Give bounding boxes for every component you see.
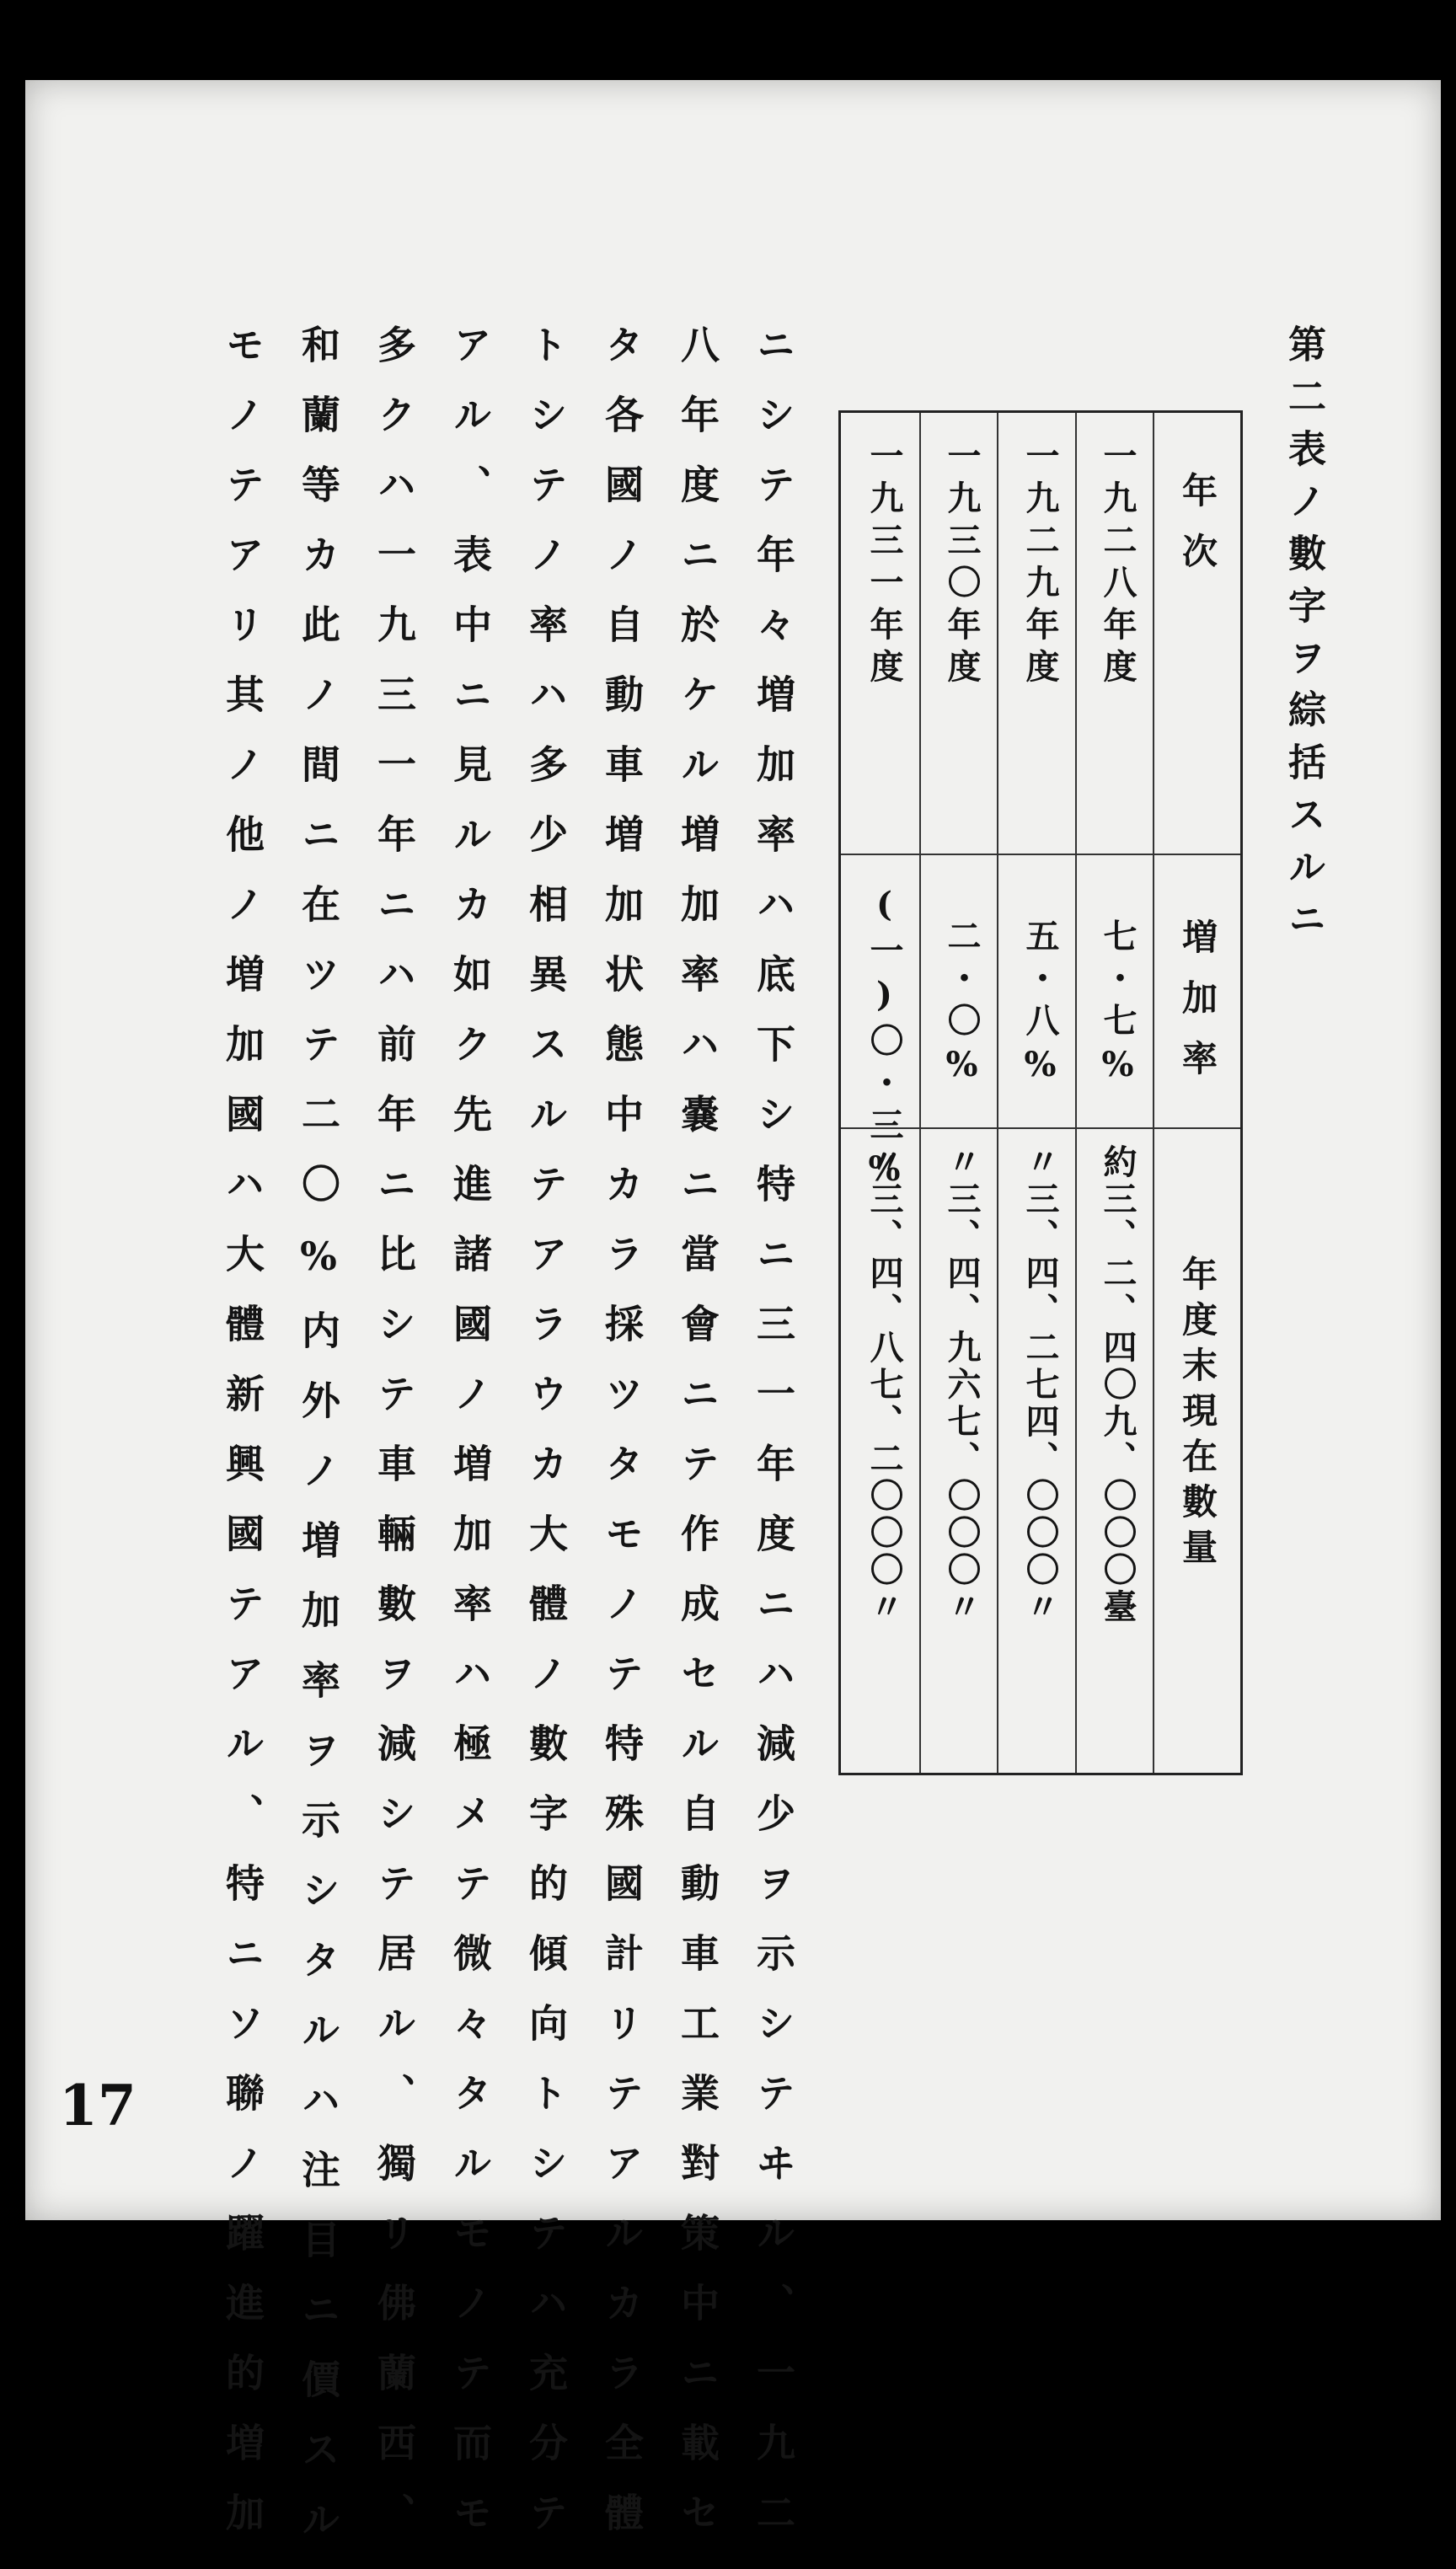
body-line-6: 多クハ一九三一年ニハ前年ニ比シテ車輛數ヲ減シテ居ル、獨リ佛蘭西、 xyxy=(372,324,417,2562)
row-1-rate: 七・七% xyxy=(1098,918,1138,1093)
body-line-2: 八年度ニ於ケル増加率ハ嚢ニ當會ニテ作成セル自動車工業對策中ニ載セ xyxy=(675,324,720,2562)
page-number: 17 xyxy=(59,2073,136,2138)
header-year: 年次 xyxy=(1177,472,1218,593)
document-page xyxy=(25,80,1441,2569)
row-1-year: 一九二八年度 xyxy=(1098,438,1138,691)
row-3-year: 一九三〇年度 xyxy=(942,438,982,691)
row-4-rate: (一)〇・三% xyxy=(864,885,904,1197)
body-line-7: 和蘭等カ此ノ間ニ在ツテ二〇%内外ノ増加率ヲ示シタルハ注目ニ價スル xyxy=(296,324,341,2569)
heading: 第二表ノ數字ヲ綜括スルニ xyxy=(1282,324,1326,951)
body-line-3: タ各國ノ自動車増加状態中カラ採ツタモノテ特殊國計リテアルカラ全體 xyxy=(599,324,645,2562)
data-table xyxy=(838,410,1243,1775)
body-line-8: モノテアリ其ノ他ノ増加國ハ大體新興國テアル、特ニソ聯ノ躍進的増加 xyxy=(220,324,265,2562)
header-count: 年度末現在數量 xyxy=(1177,1255,1218,1574)
row-2-year: 一九二九年度 xyxy=(1020,438,1060,691)
row-4-year: 一九三一年度 xyxy=(864,438,904,691)
body-line-5: アル、表中ニ見ルカ如ク先進諸國ノ増加率ハ極メテ微々タルモノテ而モ xyxy=(447,324,493,2562)
row-2-count: 〃三、四、二七四、〇〇〇〃 xyxy=(1020,1144,1060,1626)
row-3-rate: 二・〇% xyxy=(942,918,982,1093)
row-2-rate: 五・八% xyxy=(1020,918,1060,1093)
row-3-count: 〃三、四、九六七、〇〇〇〃 xyxy=(942,1144,982,1626)
row-1-count: 約三、二、四〇九、〇〇〇臺 xyxy=(1098,1144,1138,1626)
body-line-1: ニシテ年々増加率ハ底下シ特ニ三一年度ニハ減少ヲ示シテヰル、一九二 xyxy=(751,324,796,2562)
header-rate: 増加率 xyxy=(1177,918,1218,1100)
row-4-count: 〃三、四、八七、二〇〇〇〃 xyxy=(864,1144,904,1626)
body-line-4: トシテノ率ハ多少相異スルテアラウカ大體ノ數字的傾向トシテハ充分テ xyxy=(523,324,569,2562)
